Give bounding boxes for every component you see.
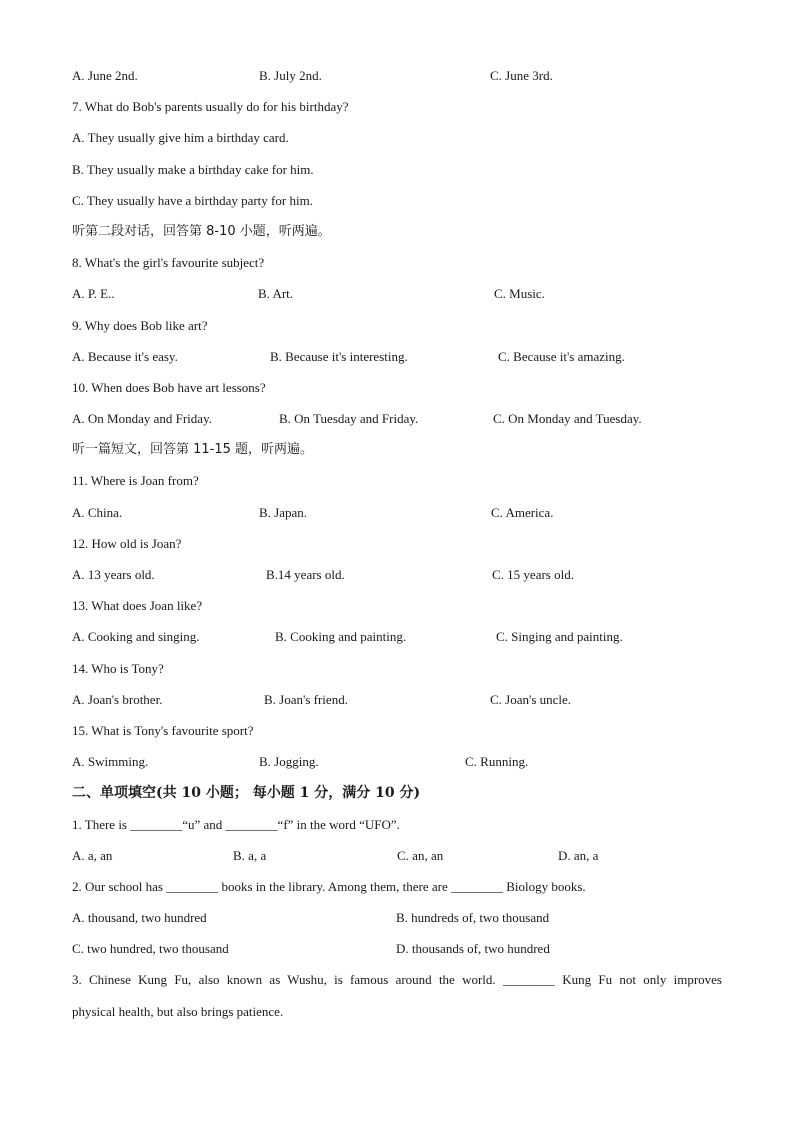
option-c: C. On Monday and Tuesday. (493, 411, 642, 427)
question-9: 9. Why does Bob like art? (72, 317, 208, 333)
option-c: C. Because it's amazing. (498, 348, 625, 364)
option-b: B. Because it's interesting. (270, 348, 408, 364)
question-7-option-c: C. They usually have a birthday party for him. (72, 192, 313, 208)
option-d: D. an, a (558, 847, 599, 863)
part-2-question-2-options-row-1 (72, 906, 722, 937)
option-c: C. Music. (494, 286, 545, 302)
option-a: A. P. E.. (72, 286, 115, 302)
option-a: A. Because it's easy. (72, 348, 178, 364)
option-b: B. hundreds of, two thousand (396, 910, 550, 926)
section-3-instruction: 听一篇短文，回答第 11-15 题，听两遍。 (72, 442, 314, 458)
option-a: A. Cooking and singing. (72, 629, 200, 645)
part-2-question-3-line-1: 3. Chinese Kung Fu, also known as Wushu, is famous around the world. ________ Kung Fu not only improves (72, 972, 722, 988)
part-2-question-2-options-row-2 (72, 937, 722, 968)
question-11: 11. Where is Joan from? (72, 473, 199, 489)
section-2-instruction: 听第二段对话，回答第 8-10 小题，听两遍。 (72, 223, 331, 239)
question-12: 12. How old is Joan? (72, 535, 182, 551)
question-14-options (72, 688, 722, 719)
option-a: A. June 2nd. (72, 68, 138, 83)
option-c: C. an, an (397, 847, 444, 863)
question-12-options (72, 563, 722, 594)
option-b: B. Jogging. (259, 754, 319, 770)
option-a: A. a, an (72, 847, 113, 863)
question-7: 7. What do Bob's parents usually do for his birthday? (72, 99, 349, 115)
option-c: C. Singing and painting. (496, 629, 623, 645)
question-10-options (72, 407, 722, 438)
option-c: C. two hundred, two thousand (72, 941, 229, 957)
option-c: C. Running. (465, 754, 529, 770)
question-13-options (72, 625, 722, 656)
question-7-option-b: B. They usually make a birthday cake for him. (72, 161, 314, 177)
question-10: 10. When does Bob have art lessons? (72, 379, 266, 395)
document-page (72, 64, 722, 1031)
question-13: 13. What does Joan like? (72, 598, 203, 614)
question-8: 8. What's the girl's favourite subject? (72, 255, 265, 271)
option-b: B. Cooking and painting. (275, 629, 407, 645)
part-2-question-2: 2. Our school has ________ books in the library. Among them, there are ________ Biology books. (72, 878, 586, 894)
question-9-options (72, 345, 722, 376)
question-15-options (72, 750, 722, 781)
option-d: D. thousands of, two hundred (396, 941, 550, 957)
option-b: B. Japan. (259, 504, 308, 520)
option-a: A. China. (72, 504, 123, 520)
option-c: C. Joan's uncle. (490, 691, 572, 707)
part-2-question-3-line-2: physical health, but also brings patience. (72, 1003, 284, 1019)
option-a: A. On Monday and Friday. (72, 411, 212, 427)
option-a: A. 13 years old. (72, 567, 155, 582)
option-b: B.14 years old. (266, 567, 345, 582)
part-2-question-1-options (72, 844, 722, 875)
option-c: C. June 3rd. (490, 68, 553, 83)
option-b: B. On Tuesday and Friday. (279, 411, 419, 427)
part-2-question-1: 1. There is ________“u” and ________“f” in the word “UFO”. (72, 816, 400, 832)
question-7-option-a: A. They usually give him a birthday card. (72, 130, 289, 146)
option-c: C. 15 years old. (492, 567, 574, 582)
option-a: A. thousand, two hundred (72, 910, 207, 926)
question-8-options (72, 282, 722, 313)
option-b: B. Art. (258, 286, 294, 302)
option-a: A. Joan's brother. (72, 691, 163, 707)
question-14: 14. Who is Tony? (72, 660, 164, 676)
option-b: B. Joan's friend. (264, 691, 348, 707)
question-15: 15. What is Tony's favourite sport? (72, 722, 254, 738)
part-2-heading: 二、单项填空(共 10 小题； 每小题 1 分，满分 10 分) (72, 785, 421, 802)
question-11-options (72, 501, 722, 532)
option-b: B. July 2nd. (259, 68, 322, 83)
option-b: B. a, a (233, 847, 267, 863)
question-6-options (72, 64, 722, 95)
option-a: A. Swimming. (72, 754, 149, 770)
option-c: C. America. (491, 504, 554, 520)
